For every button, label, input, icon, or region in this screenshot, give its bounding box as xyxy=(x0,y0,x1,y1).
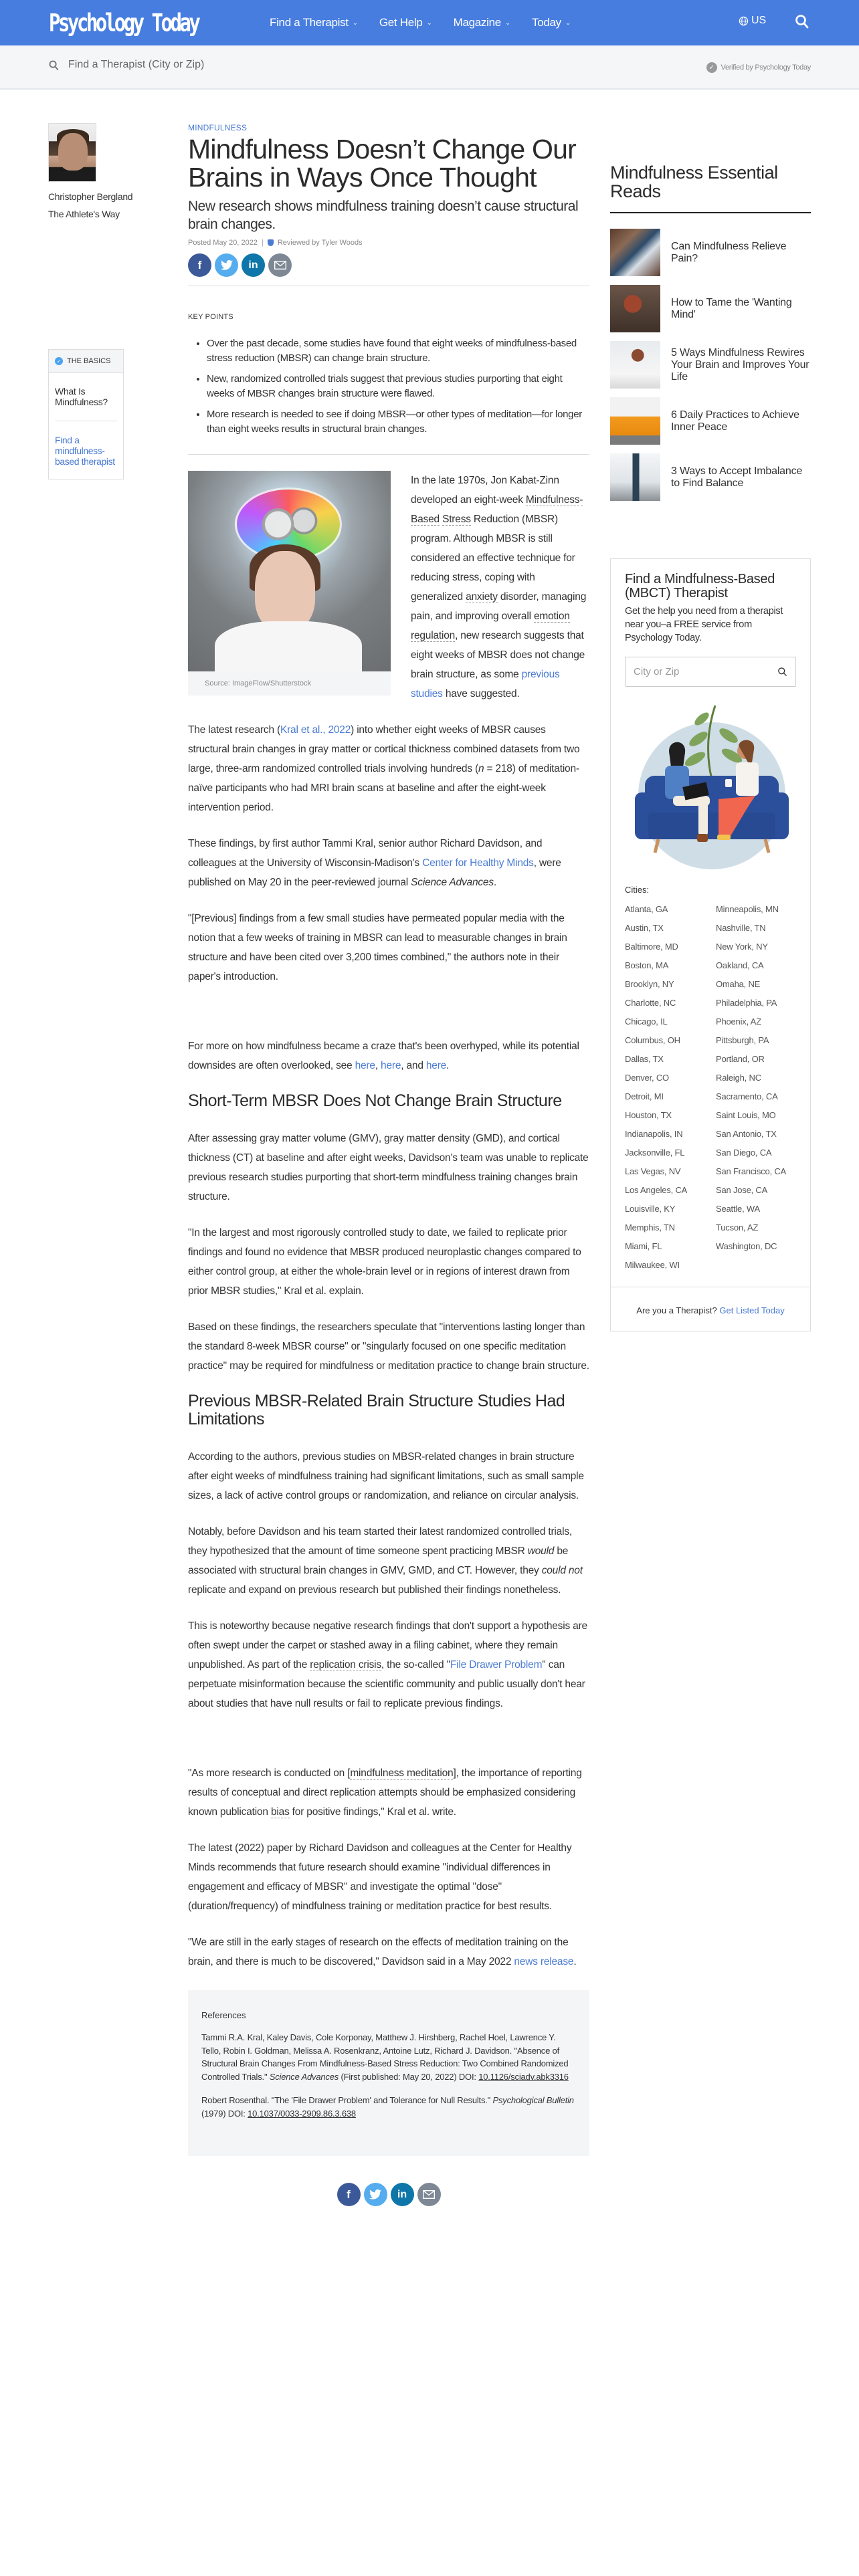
city-link[interactable]: Pittsburgh, PA xyxy=(716,1035,769,1045)
therapist-search-input[interactable] xyxy=(48,59,204,71)
nav-today[interactable] xyxy=(532,16,571,29)
article-thumbnail xyxy=(610,397,660,445)
city-link[interactable]: Boston, MA xyxy=(625,960,669,970)
article-meta xyxy=(188,239,589,247)
paragraph: The latest (2022) paper by Richard Davidson and colleagues at the Center for Healthy Minds recommends that future research should examine "individual differences in engagement and efficacy of MBSR" and investigate the optimal "dose" (duration/frequency) of mindfulness training or meditation practice for best results. xyxy=(188,1842,572,1912)
get-listed-link[interactable]: Get Listed Today xyxy=(719,1305,785,1315)
city-link[interactable]: Columbus, OH xyxy=(625,1035,680,1045)
twitter-icon xyxy=(221,260,233,270)
city-link[interactable]: Philadelphia, PA xyxy=(716,998,777,1008)
link-file-drawer-problem[interactable]: File Drawer Problem xyxy=(450,1659,543,1671)
city-zip-search xyxy=(625,657,796,687)
verified-badge xyxy=(706,62,811,73)
city-link[interactable]: Brooklyn, NY xyxy=(625,979,674,989)
city-link[interactable]: Seattle, WA xyxy=(716,1204,760,1214)
search-icon xyxy=(48,60,60,71)
city-zip-input[interactable] xyxy=(634,666,767,677)
article-body xyxy=(188,471,589,1971)
paragraph: "[Previous] findings from a few small studies have permeated popular media with the notion that a few weeks of training in MBSR can lead to measurable changes in brain structure and have been cited over 3,200 times combined," the authors note in their paper's introduction. xyxy=(188,913,567,982)
paragraph: The latest research (Kral et al., 2022) into whether eight weeks of MBSR causes structural brain changes in gray matter or cortical thickness combined datasets from two large, three-arm randomized controlled trials involving hundreds (n = 218) of meditation-naïve participants who had MRI brain scans at baseline and after the eight-week intervention period. xyxy=(188,724,580,813)
share-linkedin-button[interactable] xyxy=(242,253,265,277)
doi-link[interactable]: 10.1126/sciadv.abk3316 xyxy=(478,2071,569,2082)
the-basics-box xyxy=(48,349,124,479)
essential-read-title: Can Mindfulness Relieve Pain? xyxy=(671,240,787,264)
city-link[interactable]: San Francisco, CA xyxy=(716,1166,786,1176)
glossary-link-mindfulness-based[interactable]: Mindfulness-Based xyxy=(411,494,583,525)
glossary-link-mindfulness-meditation[interactable]: mindfulness meditation xyxy=(350,1767,454,1779)
therapist-cta-text: Are you a Therapist? xyxy=(636,1305,717,1315)
nav-get-help[interactable] xyxy=(379,16,432,29)
essential-read-item[interactable] xyxy=(610,397,811,445)
nav-label: Magazine xyxy=(453,16,501,29)
basics-link-find-therapist[interactable]: Find a mindfulness-based therapist xyxy=(55,435,115,467)
link-here-1[interactable]: here xyxy=(355,1060,375,1071)
link-here-3[interactable]: here xyxy=(425,1060,447,1071)
article-title: Mindfulness Doesn’t Change Our Brains in Ways Once Thought xyxy=(188,134,576,193)
city-link[interactable]: Milwaukee, WI xyxy=(625,1260,680,1270)
nav-label: Get Help xyxy=(379,16,423,29)
link-center-for-healthy-minds[interactable]: Center for Healthy Minds xyxy=(422,857,534,869)
city-link[interactable]: Miami, FL xyxy=(625,1241,662,1251)
find-therapist-widget xyxy=(610,558,811,1331)
essential-reads xyxy=(610,163,811,510)
check-circle-icon: ✓ xyxy=(55,357,63,365)
paragraph: For more on how mindfulness became a craze that's been overhyped, while its potential downsides are often overlooked, see here, here, and here. xyxy=(188,1041,579,1071)
city-link[interactable]: San Jose, CA xyxy=(716,1185,768,1195)
facebook-icon: f xyxy=(347,2187,351,2201)
city-link[interactable]: San Antonio, TX xyxy=(716,1129,777,1139)
paragraph: "As more research is conducted on [mindfulness meditation], the importance of reporting results of conceptual and direct replication attempts should be emphasized considering known publication bias for positive findings," Kral et al. write. xyxy=(188,1767,582,1818)
facebook-icon: f xyxy=(197,258,202,272)
posted-date: Posted May 20, 2022 xyxy=(188,239,258,247)
link-previous-studies[interactable]: previous studies xyxy=(411,669,560,700)
essential-read-title: 6 Daily Practices to Achieve Inner Peace xyxy=(671,409,799,433)
essential-read-item[interactable] xyxy=(610,285,811,332)
share-email-button[interactable] xyxy=(268,253,292,277)
city-link[interactable]: Memphis, TN xyxy=(625,1222,675,1232)
references-title: References xyxy=(201,2010,246,2020)
reference-item: Robert Rosenthal. "The 'File Drawer Problem' and Tolerance for Null Results." Psychological Bulletin (1979) DOI: 10.1037/0033-2909.86.3.638 xyxy=(201,2095,574,2119)
nav-label: Today xyxy=(532,16,561,29)
glossary-link-stress[interactable]: Stress xyxy=(442,514,471,525)
key-points-label: KEY POINTS xyxy=(188,313,233,321)
paragraph: These findings, by first author Tammi Kral, senior author Richard Davidson, and colleagues at the University of Wisconsin-Madison's Center for Healthy Minds, were published on May 20 in the peer-reviewed journal Science Advances. xyxy=(188,838,561,888)
glossary-link-anxiety[interactable]: anxiety xyxy=(466,591,498,603)
share-buttons-bottom xyxy=(188,2183,589,2206)
city-link[interactable]: Oakland, CA xyxy=(716,960,764,970)
article-thumbnail xyxy=(610,453,660,501)
article-subtitle: New research shows mindfulness training doesn’t cause structural brain changes. xyxy=(188,199,579,232)
paragraph: "In the largest and most rigorously controlled study to date, we failed to replicate prior findings and found no evidence that MBSR produced neuroplastic changes compared to either control group, at either the whole-brain level or in regions of interest drawn from prior MBSR studies," Kral et al. explain. xyxy=(188,1227,581,1297)
article xyxy=(188,123,589,2206)
search-icon xyxy=(794,13,810,29)
basics-link-what-is-mindfulness[interactable]: What Is Mindfulness? xyxy=(55,386,117,421)
section-heading: Previous MBSR-Related Brain Structure Studies Had Limitations xyxy=(188,1392,565,1428)
nav-label: Find a Therapist xyxy=(270,16,349,29)
divider xyxy=(610,212,811,213)
therapy-illustration xyxy=(625,699,799,873)
basics-label: THE BASICS xyxy=(67,357,111,365)
city-link[interactable]: Jacksonville, FL xyxy=(625,1148,685,1158)
site-logo[interactable]: Psychology Today xyxy=(49,8,199,37)
article-category[interactable]: MINDFULNESS xyxy=(188,123,248,132)
paragraph: "We are still in the early stages of research on the effects of meditation training on the brain, and there is much to be discovered," Davidson said in a May 2022 news release. xyxy=(188,1937,577,1967)
chevron-down-icon: ⌄ xyxy=(426,19,432,27)
header-search-button[interactable] xyxy=(794,13,812,31)
chevron-down-icon: ⌄ xyxy=(352,19,358,27)
city-link[interactable]: Chicago, IL xyxy=(625,1016,668,1027)
share-twitter-button[interactable] xyxy=(215,253,238,277)
city-link[interactable]: Sacramento, CA xyxy=(716,1091,778,1101)
link-news-release[interactable]: news release xyxy=(514,1956,574,1967)
city-link[interactable]: Baltimore, MD xyxy=(625,942,678,952)
find-therapist-description: Get the help you need from a therapist near you–a FREE service from Psychology Today. xyxy=(625,606,783,643)
essential-reads-title: Mindfulness Essential Reads xyxy=(610,163,778,201)
key-point: • More research is needed to see if doing MBSR—or other types of meditation—for longer than eight weeks results in structural brain changes. xyxy=(207,407,589,436)
paragraph: Notably, before Davidson and his team started their latest randomized controlled trials, they hypothesized that the amount of time someone spent practicing MBSR would be associated with structural brain changes in GMV, GMD, and CT. However, they could not replicate and expand on previous research but published their findings nonetheless. xyxy=(188,1526,583,1596)
article-thumbnail xyxy=(610,285,660,332)
link-here-2[interactable]: here xyxy=(381,1060,401,1071)
share-email-button[interactable] xyxy=(417,2183,441,2206)
glossary-link-bias[interactable]: bias xyxy=(270,1806,290,1818)
references-box xyxy=(188,1990,589,2156)
linkedin-icon: in xyxy=(248,259,258,271)
email-icon xyxy=(274,261,286,270)
key-point: • New, randomized controlled trials suggest that previous studies purporting that eight weeks of MBSR changes brain structure were flawed. xyxy=(207,372,589,401)
cities-column-left xyxy=(625,900,716,1275)
find-therapist-title: Find a Mindfulness-Based (MBCT) Therapist xyxy=(625,572,775,601)
share-twitter-button[interactable] xyxy=(364,2183,387,2206)
city-link[interactable]: San Diego, CA xyxy=(716,1148,772,1158)
city-link[interactable]: Phoenix, AZ xyxy=(716,1016,761,1027)
city-link[interactable]: Detroit, MI xyxy=(625,1091,664,1101)
check-badge-icon: ✓ xyxy=(706,62,717,73)
reference-item: Tammi R.A. Kral, Kaley Davis, Cole Korponay, Matthew J. Hirshberg, Rachel Hoel, Lawrence Y. Tello, Robin I. Goldman, Melissa A. Rosenkranz, Antoine Lutz, Richard J. Davidson. "Absence of Structural Brain Changes From Mindfulness-Based Stress Reduction: Two Combined Randomized Controlled Trials." Science Advances (First published: May 20, 2022) DOI: 10.1126/sciadv.abk3316 xyxy=(201,2032,569,2082)
essential-read-title: 3 Ways to Accept Imbalance to Find Balance xyxy=(671,465,803,489)
section-heading: Short-Term MBSR Does Not Change Brain Structure xyxy=(188,1091,562,1110)
search-placeholder: Find a Therapist (City or Zip) xyxy=(68,59,205,70)
author-block xyxy=(48,123,142,219)
chevron-down-icon: ⌄ xyxy=(565,19,571,27)
verified-label: Verified by Psychology Today xyxy=(721,64,811,72)
city-link[interactable]: Dallas, TX xyxy=(625,1054,664,1064)
share-facebook-button[interactable] xyxy=(188,253,211,277)
city-link[interactable]: Saint Louis, MO xyxy=(716,1110,776,1120)
key-point: • Over the past decade, some studies have found that eight weeks of mindfulness-based stress reduction (MBSR) can change brain structure. xyxy=(207,336,589,365)
reviewed-by[interactable]: Reviewed by Tyler Woods xyxy=(277,239,363,247)
city-link[interactable]: Minneapolis, MN xyxy=(716,904,779,914)
link-kral-2022[interactable]: Kral et al., 2022 xyxy=(280,724,351,736)
essential-read-item[interactable] xyxy=(610,341,811,389)
glossary-link-emotion-regulation[interactable]: emotion regulation xyxy=(411,611,570,641)
meta-separator: | xyxy=(261,239,264,247)
linkedin-icon: in xyxy=(397,2188,407,2200)
share-buttons xyxy=(188,253,589,277)
cities-list xyxy=(625,900,796,1287)
essential-read-item[interactable] xyxy=(610,229,811,276)
twitter-icon xyxy=(369,2189,381,2199)
article-thumbnail xyxy=(610,341,660,389)
author-blog-name[interactable]: The Athlete's Way xyxy=(48,209,120,219)
chevron-down-icon: ⌄ xyxy=(504,19,511,27)
city-link[interactable]: Denver, CO xyxy=(625,1073,669,1083)
city-link[interactable]: Omaha, NE xyxy=(716,979,761,989)
share-linkedin-button[interactable] xyxy=(391,2183,414,2206)
key-points xyxy=(188,313,589,436)
city-link[interactable]: Indianapolis, IN xyxy=(625,1129,683,1139)
author-avatar[interactable] xyxy=(48,123,96,182)
city-link[interactable]: Portland, OR xyxy=(716,1054,765,1064)
divider xyxy=(188,454,589,455)
city-link[interactable]: Las Vegas, NV xyxy=(625,1166,681,1176)
basics-header xyxy=(49,350,123,373)
city-link[interactable]: Washington, DC xyxy=(716,1241,777,1251)
essential-read-item[interactable] xyxy=(610,453,811,501)
paragraph: In the late 1970s, Jon Kabat-Zinn developed an eight-week Mindfulness-Based Stress Reduction (MBSR) program. Although MBSR is still considered an effective technique for reducing stress, coping with generalized anxiety disorder, managing pain, and improving overall emotion regulation, new research suggests that eight weeks of MBSR does not change brain structure, as some previous studies have suggested. xyxy=(411,475,587,700)
doi-link[interactable]: 10.1037/0033-2909.86.3.638 xyxy=(248,2108,356,2119)
article-image[interactable] xyxy=(188,471,391,671)
globe-icon xyxy=(739,16,749,26)
nav-find-a-therapist[interactable] xyxy=(270,16,358,29)
email-icon xyxy=(423,2190,435,2199)
share-facebook-button[interactable] xyxy=(337,2183,361,2206)
cities-column-right xyxy=(716,900,796,1275)
city-link[interactable]: Charlotte, NC xyxy=(625,998,676,1008)
nav-magazine[interactable] xyxy=(454,16,510,29)
paragraph: According to the authors, previous studies on MBSR-related changes in brain structure after eight weeks of mindfulness training had significant limitations, such as small sample sizes, a lack of active control groups or randomization, and reliance on circular analysis. xyxy=(188,1451,584,1501)
city-link[interactable]: Houston, TX xyxy=(625,1110,672,1120)
article-thumbnail xyxy=(610,229,660,276)
essential-read-title: 5 Ways Mindfulness Rewires Your Brain and Improves Your Life xyxy=(671,346,809,383)
city-link[interactable]: New York, NY xyxy=(716,942,768,952)
cities-label: Cities: xyxy=(625,885,650,895)
shield-icon xyxy=(268,239,274,246)
city-link[interactable]: Atlanta, GA xyxy=(625,904,668,914)
city-link[interactable]: Austin, TX xyxy=(625,923,664,933)
article-figure xyxy=(188,471,391,695)
therapist-cta xyxy=(611,1287,810,1331)
therapist-search-bar xyxy=(0,45,859,90)
city-link[interactable]: Los Angeles, CA xyxy=(625,1185,688,1195)
image-caption: Source: ImageFlow/Shutterstock xyxy=(188,671,391,695)
glossary-link-replication-crisis[interactable]: replication crisis xyxy=(310,1659,381,1671)
paragraph: Based on these findings, the researchers speculate that "interventions lasting longer than the standard 8-week MBSR course" or "singularly focused on one specific meditation practice" may be required for mindfulness or meditation practice to change brain structure. xyxy=(188,1321,589,1372)
author-name[interactable]: Christopher Bergland xyxy=(48,191,133,202)
city-link[interactable]: Nashville, TN xyxy=(716,923,766,933)
top-navigation-bar xyxy=(0,0,859,45)
city-link[interactable]: Raleigh, NC xyxy=(716,1073,761,1083)
city-link[interactable]: Louisville, KY xyxy=(625,1204,676,1214)
main-nav xyxy=(270,0,592,45)
search-icon[interactable] xyxy=(777,667,787,677)
region-selector[interactable] xyxy=(739,15,766,27)
city-link[interactable]: Tucson, AZ xyxy=(716,1222,759,1232)
paragraph: After assessing gray matter volume (GMV), gray matter density (GMD), and cortical thickness (CT) at baseline and after eight weeks, Davidson's team was unable to replicate previous research studies purporting that short-term mindfulness training changes brain structure. xyxy=(188,1133,589,1202)
region-label: US xyxy=(751,15,767,26)
paragraph: This is noteworthy because negative research findings that don't support a hypothesis are often swept under the carpet or stashed away in a filing cabinet, where they remain unpublished. As part of the replication crisis, the so-called "File Drawer Problem" can perpetuate misinformation because the scientific community and public usually don't hear about studies that have null results or fail to replicate previous findings. xyxy=(188,1620,587,1709)
essential-read-title: How to Tame the 'Wanting Mind' xyxy=(671,296,792,320)
